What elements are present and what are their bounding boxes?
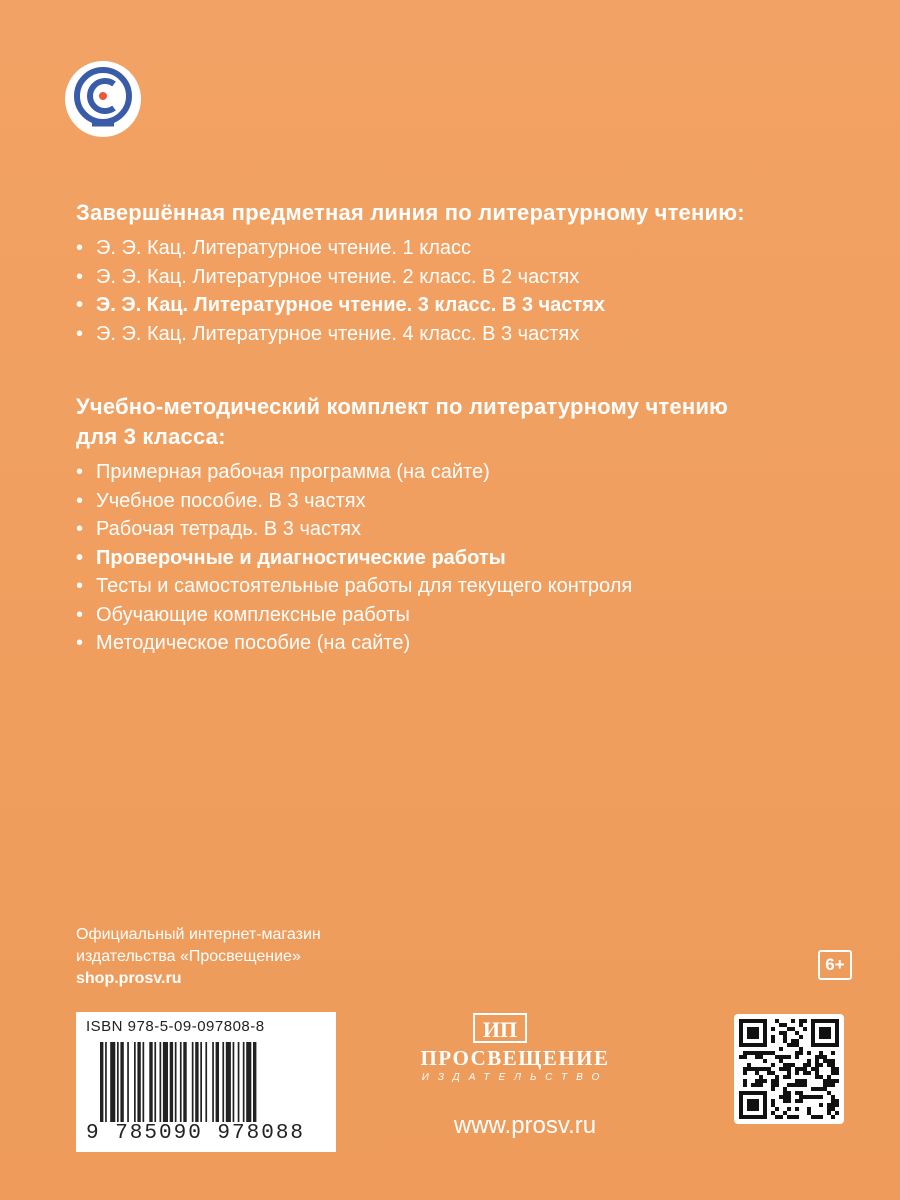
age-rating-badge: 6+ — [818, 950, 852, 980]
subject-line-section — [76, 198, 856, 348]
list-item: • Обучающие комплексные работы — [76, 601, 856, 630]
subject-line-heading: Завершённая предметная линия по литературному чтению: — [76, 200, 745, 225]
barcode-digits: 9 785090 978088 — [86, 1122, 306, 1145]
list-item: • Примерная рабочая программа (на сайте) — [76, 458, 856, 487]
list-item: • Э. Э. Кац. Литературное чтение. 3 класс. В 3 частях — [76, 291, 856, 320]
publisher-mark-text: ИП — [482, 1017, 518, 1042]
shop-line2: издательства «Просвещение» — [76, 948, 301, 965]
teaching-kit-heading-line2: для 3 класса: — [76, 424, 226, 449]
list-item: • Учебное пособие. В 3 частях — [76, 487, 856, 516]
isbn-barcode — [76, 1012, 336, 1152]
publisher-website[interactable]: www.prosv.ru — [453, 1112, 597, 1139]
teaching-kit-list — [76, 458, 856, 658]
list-item: • Рабочая тетрадь. В 3 частях — [76, 515, 856, 544]
teaching-kit-heading-line1: Учебно-методический комплект по литературному чтению — [76, 394, 729, 419]
shop-info — [76, 924, 321, 990]
subject-line-list — [76, 234, 856, 348]
isbn-label: ISBN 978-5-09-097808-8 — [86, 1018, 265, 1035]
list-item: • Э. Э. Кац. Литературное чтение. 1 класс — [76, 234, 856, 263]
barcode-icon — [96, 1042, 326, 1122]
teaching-kit-heading — [76, 392, 856, 452]
publisher-mark-icon — [470, 1010, 530, 1046]
list-item: • Проверочные и диагностические работы — [76, 544, 856, 573]
list-item: • Э. Э. Кац. Литературное чтение. 4 класс. В 3 частях — [76, 320, 856, 349]
shop-url[interactable]: shop.prosv.ru — [76, 970, 182, 987]
shop-line1: Официальный интернет-магазин — [76, 926, 321, 943]
list-item: • Тесты и самостоятельные работы для текущего контроля — [76, 572, 856, 601]
publisher-subtitle: ИЗДАТЕЛЬСТВО — [421, 1072, 609, 1083]
list-item: • Методическое пособие (на сайте) — [76, 629, 856, 658]
qr-code-icon[interactable] — [734, 1014, 844, 1124]
series-logo-icon — [62, 58, 144, 140]
list-item: • Э. Э. Кац. Литературное чтение. 2 класс. В 2 частях — [76, 263, 856, 292]
publisher-name: ПРОСВЕЩЕНИЕ — [420, 1046, 610, 1070]
teaching-kit-section — [76, 392, 856, 658]
